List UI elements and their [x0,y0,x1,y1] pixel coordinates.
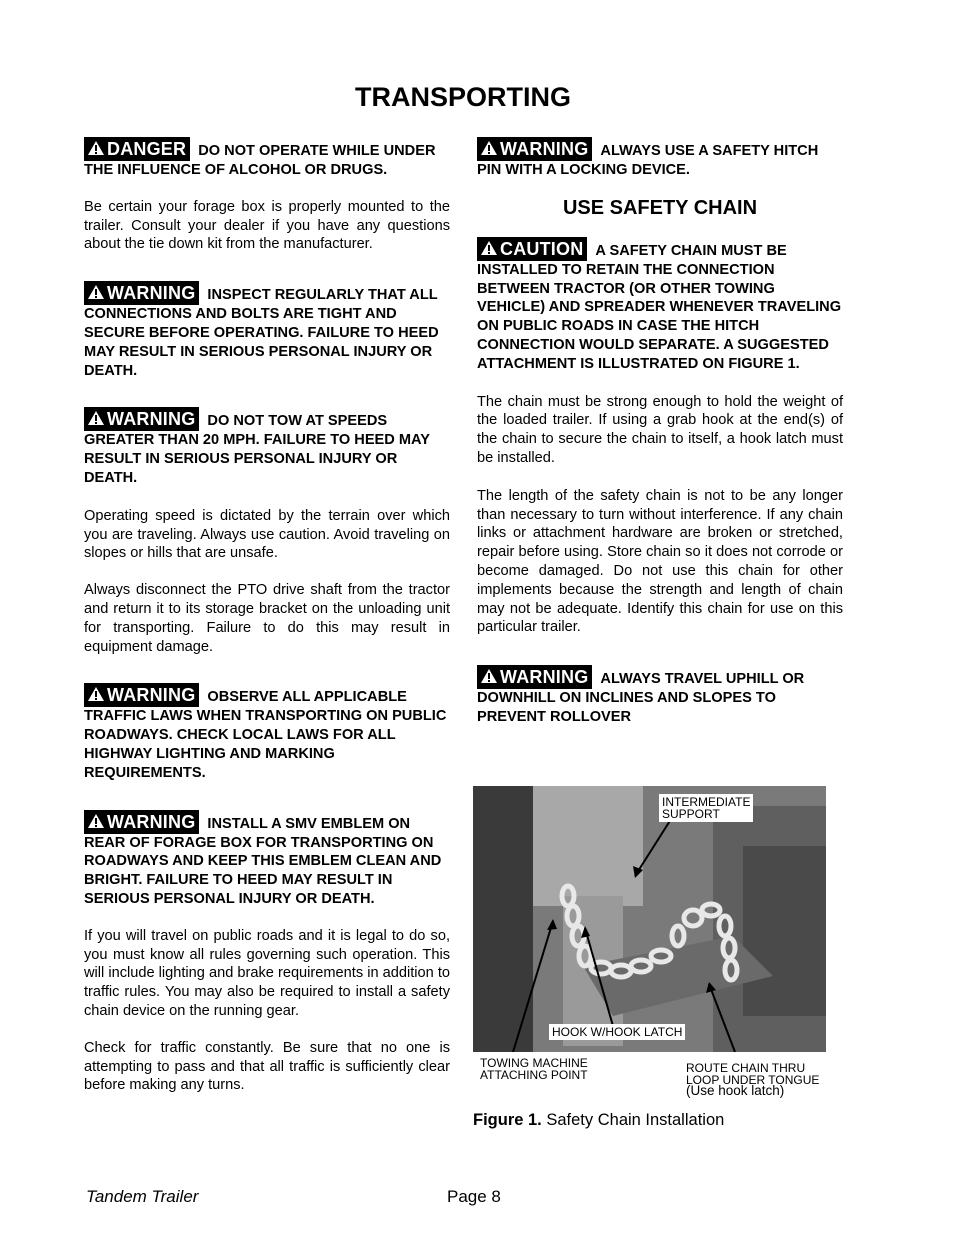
warning-badge: WARNING [84,683,199,707]
alert-triangle-icon [480,140,498,156]
label-route-chain: ROUTE CHAIN THRU LOOP UNDER TONGUE [686,1061,820,1087]
safety-chain-photo [473,786,826,1052]
label-towing-attaching-point: TOWING MACHINE ATTACHING POINT [480,1056,588,1082]
figure-caption [473,1111,724,1130]
public-roads-paragraph: If you will travel on public roads and it is legal to do so, you must know all rules governing such operation. This will include lighting and brake requirements in addition to traffic rules. You may also be required to install a safety chain device on the running gear. [84,927,450,1019]
footer-document-title: Tandem Trailer [86,1187,199,1206]
footer-page-number: Page 8 [447,1187,501,1206]
alert-triangle-icon [87,813,105,829]
caution-badge: CAUTION [477,237,587,261]
check-traffic-paragraph: Check for traffic constantly. Be sure that no one is attempting to pass and that all traffic is sufficiently clear before making any turns. [84,1039,450,1094]
warning-connections: WARNING INSPECT REGULARLY THAT ALL CONNECTIONS AND BOLTS ARE TIGHT AND SECURE BEFORE OPERATING. FAILURE TO HEED MAY RESULT IN SERIOUS PERSONAL INJURY OR DEATH. [84,283,439,379]
pto-paragraph: Always disconnect the PTO drive shaft from the tractor and return it to its storage bracket on the unloading unit for transporting. Failure to do this may result in equipment damage. [84,582,450,655]
warning-smv-emblem: WARNING INSTALL A SMV EMBLEM ON REAR OF FORAGE BOX FOR TRANSPORTING ON ROADWAYS AND KEEP THIS EMBLEM CLEAN AND BRIGHT. FAILURE TO HEED MAY RESULT IN SERIOUS PERSONAL INJURY OR DEATH. [84,811,442,907]
callout-hook-latch: HOOK W/HOOK LATCH [549,1024,685,1040]
chain-strength-paragraph: The chain must be strong enough to hold the weight of the loaded trailer. If using a grab hook at the end(s) of the chain to secure the chain to itself, a hook latch must be installed. [477,393,843,466]
caution-safety-chain: CAUTION A SAFETY CHAIN MUST BE INSTALLED TO RETAIN THE CONNECTION BETWEEN TRACTOR (OR OTHER TOWING VEHICLE) AND SPREADER WHENEVER TRAVELING ON PUBLIC ROADS IN CASE THE HITCH CONNECTION WOULD SEPARATE. A SUGGESTED ATTACHMENT IS ILLUSTRATED ON FIGURE 1. [477,238,842,372]
figure-number: Figure 1. [473,1111,542,1129]
warning-hitch-pin: WARNING ALWAYS USE A SAFETY HITCH PIN WITH A LOCKING DEVICE. [477,139,819,178]
alert-triangle-icon [87,410,105,426]
label-use-hook-latch: (Use hook latch) [686,1083,785,1098]
alert-triangle-icon [87,284,105,300]
left-column [84,137,450,1095]
operating-speed-paragraph: Operating speed is dictated by the terrain over which you are traveling. Always use caution. Avoid traveling on slopes or hills that are unsafe. [84,507,450,562]
alert-triangle-icon [480,668,498,684]
alert-triangle-icon [87,140,105,156]
chain-length-paragraph: The length of the safety chain is not to be any longer than necessary to turn without interference. If any chain links or attachment hardware are broken or stretched, repair before using. Store chain so it does not corrode or become damaged. Do not use this chain for other implements because the strength and length of chain may not be adequate. Identify this chain for use on this particular trailer. [477,487,843,636]
alert-triangle-icon [87,686,105,702]
danger-text: DO NOT OPERATE WHILE UNDER THE INFLUENCE OF ALCOHOL OR DRUGS. [84,143,436,178]
warning-speed: WARNING DO NOT TOW AT SPEEDS GREATER THAN 20 MPH. FAILURE TO HEED MAY RESULT IN SERIOUS PERSONAL INJURY OR DEATH. [84,409,430,486]
warning-traffic-laws: WARNING OBSERVE ALL APPLICABLE TRAFFIC LAWS WHEN TRANSPORTING ON PUBLIC ROADWAYS. CHECK LOCAL LAWS FOR ALL HIGHWAY LIGHTING AND MARKING REQUIREMENTS. [84,685,447,781]
chain-illustration [473,786,826,1052]
warning-badge: WARNING [84,407,199,431]
warning-badge: WARNING [84,281,199,305]
alert-triangle-icon [480,240,498,256]
warning-badge: WARNING [477,665,592,689]
warning-badge: WARNING [84,810,199,834]
right-column [477,137,843,727]
section-heading: USE SAFETY CHAIN [562,196,758,219]
callout-intermediate-support: INTERMEDIATE SUPPORT [659,794,753,822]
danger-badge: DANGER [84,137,190,161]
danger-notice [84,137,450,180]
mounting-paragraph: Be certain your forage box is properly mounted to the trailer. Consult your dealer if you have any questions about the tie down kit from the manufacturer. [84,198,450,253]
warning-badge: WARNING [477,137,592,161]
page-title: TRANSPORTING [355,82,571,112]
figure-caption-text: Safety Chain Installation [546,1111,725,1129]
warning-uphill: WARNING ALWAYS TRAVEL UPHILL OR DOWNHILL ON INCLINES AND SLOPES TO PREVENT ROLLOVER [477,667,805,725]
